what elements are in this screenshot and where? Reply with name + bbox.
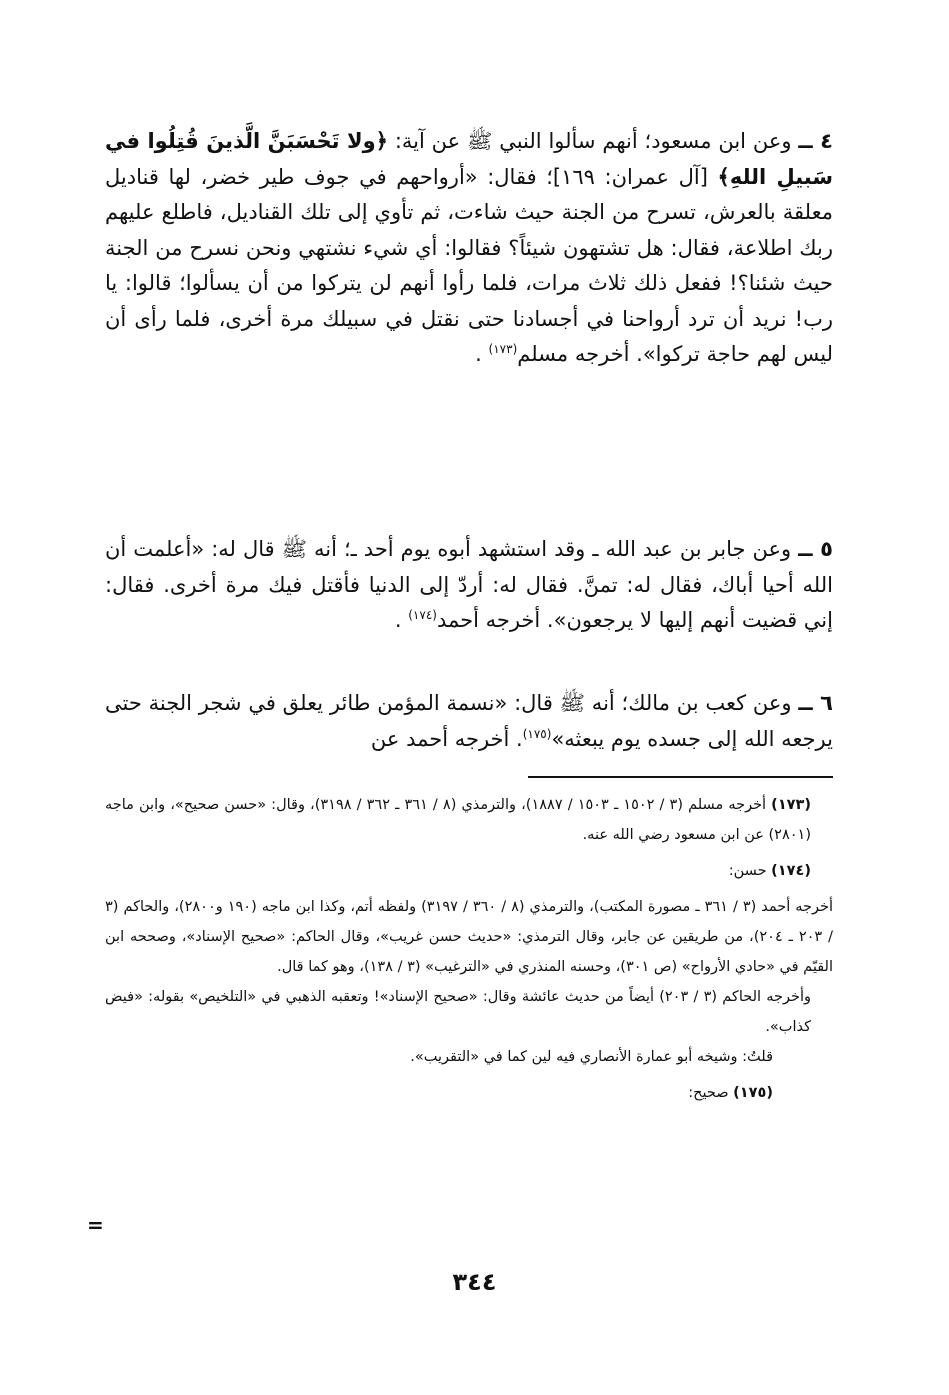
footnote-174-paragraph-1: أخرجه أحمد (٣ / ٣٦١ ـ مصورة المكتب)، والترمذي (٨ / ٣٦٠ / ٣١٩٧) ولفظه أتم، وكذا ابن ماجه (١٩٠ و٢٨٠٠)، والحاكم (٣ / ٢٠٣ ـ ٢٠٤)، من طريقين عن جابر، وقال الترمذي: «حديث حسن غريب»، وقال الحاكم: «صحيح الإسناد»، وصححه ابن القيّم في «حادي الأرواح» (ص ٣٠١)، وحسنه المنذري في «الترغيب» (٣ / ١٣٨)، وهو كما قال. bbox=[105, 899, 834, 975]
footnote-174-number: (١٧٤) bbox=[771, 863, 811, 879]
hadith-5-number: ٥ ــ bbox=[798, 537, 833, 561]
hadith-4-paragraph bbox=[105, 124, 833, 373]
footnote-174-heading bbox=[105, 856, 833, 886]
hadith-5-paragraph bbox=[105, 532, 833, 639]
footnote-173-text: أخرجه مسلم (٣ / ١٥٠٢ ـ ١٥٠٣ / ١٨٨٧)، والترمذي (٨ / ٣٦١ ـ ٣٦٢ / ٣١٩٨)، وقال: «حسن صحيح»، وابن ماجه (٢٨٠١) عن ابن مسعود رضي الله عنه. bbox=[105, 797, 811, 843]
footnote-ref-175[interactable]: (١٧٥) bbox=[522, 726, 552, 741]
footnote-174-paragraph-3: قلتُ: وشيخه أبو عمارة الأنصاري فيه لين كما في «التقريب». bbox=[410, 1049, 773, 1065]
footnote-174-grade: حسن: bbox=[728, 863, 772, 879]
footnote-174-paragraph-2: وأخرجه الحاكم (٣ / ٢٠٣) أيضاً من حديث عائشة وقال: «صحيح الإسناد»! وتعقبه الذهبي في «التلخيص» بقوله: «فيض كذاب». bbox=[105, 989, 811, 1035]
footnote-175-grade: صحيح: bbox=[688, 1085, 734, 1101]
footnote-ref-173[interactable]: (١٧٣) bbox=[488, 342, 518, 356]
footnote-separator bbox=[528, 776, 833, 778]
footnote-ref-174[interactable]: (١٧٤) bbox=[408, 608, 437, 622]
footnotes-section bbox=[105, 790, 833, 1108]
footnote-175-number: (١٧٥) bbox=[733, 1085, 773, 1101]
hadith-6-paragraph bbox=[105, 686, 833, 757]
footnote-173-number: (١٧٣) bbox=[771, 797, 812, 813]
hadith-4-text-a: وعن ابن مسعود؛ أنهم سألوا النبي ﷺ عن آية: bbox=[387, 129, 792, 153]
hadith-5-text bbox=[105, 532, 833, 639]
hadith-4-text-b: [آل عمران: ١٦٩]؛ فقال: «أرواحهم في جوف طير خضر، لها قناديل معلقة بالعرش، تسرح من الجنة حيث شاءت، ثم تأوي إلى تلك القناديل، فاطلع عليهم ربك اطلاعة، فقال: هل تشتهون شيئاً؟ فقالوا: أي شيء نشتهي ونحن نسرح من الجنة حيث شئنا؟! ففعل ذلك ثلاث مرات، فلما رأوا أنهم لن يتركوا من أن يسألوا؛ قالوا: يا رب! نريد أن ترد أرواحنا في أجسادنا حتى نقتل في سبيلك مرة أخرى، فلما رأى أن ليس لهم حاجة تركوا». أخرجه مسلم bbox=[105, 164, 833, 366]
hadith-6-number: ٦ ــ bbox=[798, 691, 833, 715]
hadith-5-end: . bbox=[394, 608, 402, 632]
footnote-173 bbox=[105, 790, 833, 850]
hadith-5-text-a: وعن جابر بن عبد الله ـ وقد استشهد أبوه يوم أحد ـ؛ أنه ﷺ قال له: «أعلمت أن الله أحيا أباك، فقال له: تمنَّ. فقال له: أردّ إلى الدنيا فأقتل فيك مرة أخرى. فقال: إني قضيت أنهم إليها لا يرجعون». أخرجه أحمد bbox=[105, 537, 833, 632]
hadith-6-text-b: . أخرجه أحمد عن bbox=[370, 726, 523, 751]
page-number: ٣٤٤ bbox=[452, 1268, 497, 1296]
hadith-6-text bbox=[105, 686, 833, 757]
footnote-175-heading bbox=[105, 1078, 833, 1108]
continuation-mark: = bbox=[87, 1213, 104, 1237]
hadith-4-end: . bbox=[475, 342, 482, 366]
hadith-6-text-a: وعن كعب بن مالك؛ أنه ﷺ قال: «نسمة المؤمن طائر يعلق في شجر الجنة حتى يرجعه الله إلى جسده يوم يبعثه» bbox=[105, 691, 833, 751]
hadith-4-text bbox=[105, 124, 833, 373]
quran-verse: ﴿ولا تَحْسَبَنَّ الَّذينَ قُتِلُوا في سَبيلِ اللهِ﴾ bbox=[105, 129, 834, 189]
hadith-4-number: ٤ ــ bbox=[798, 129, 833, 153]
